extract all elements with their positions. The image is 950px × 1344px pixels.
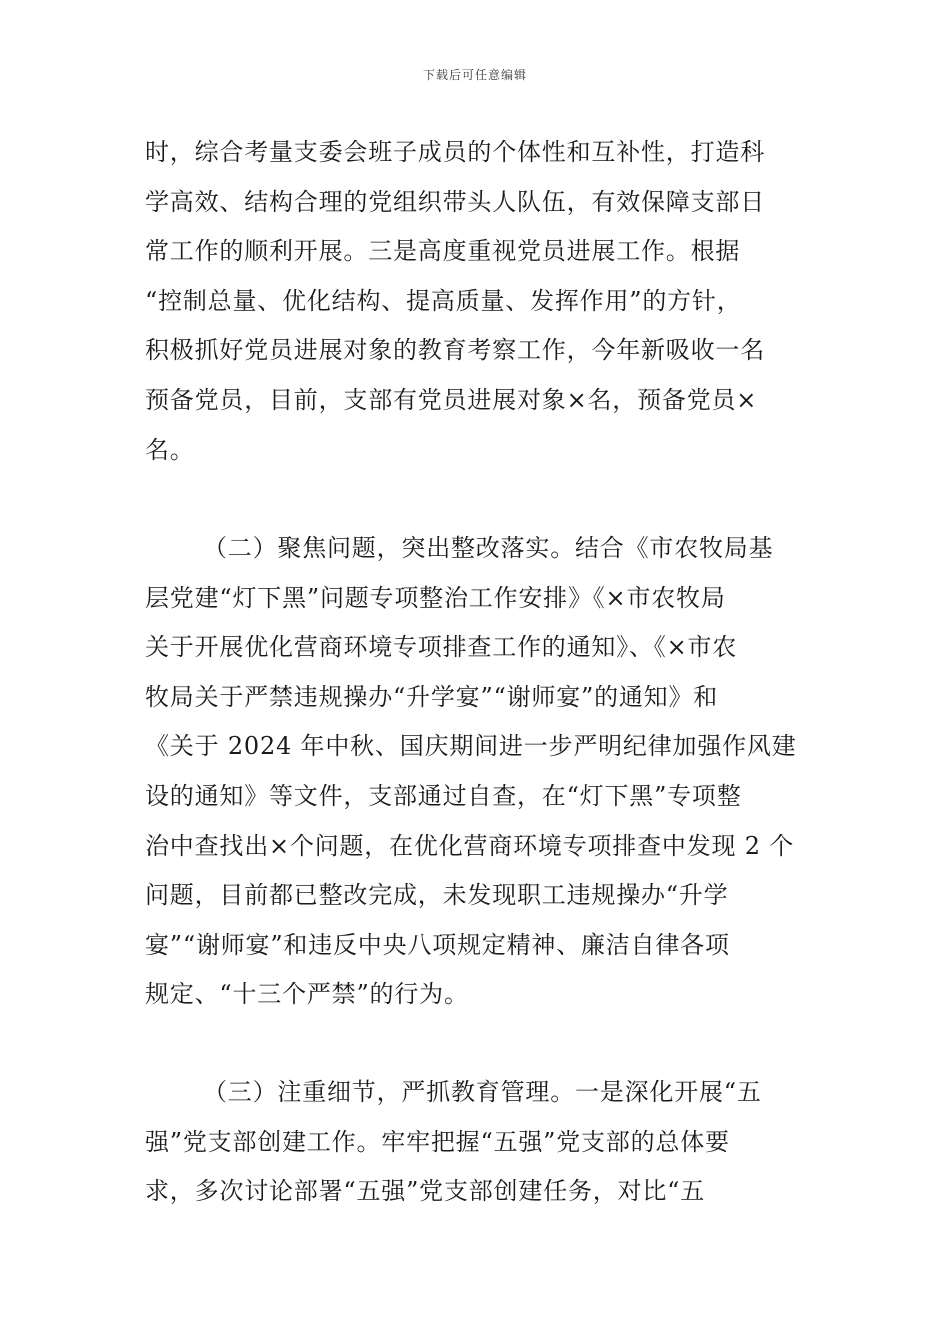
page-header-note: 下载后可任意编辑 — [422, 68, 527, 82]
text-line: “控制总量、优化结构、提高质量、发挥作用”的方针， — [145, 286, 742, 315]
text-line: 《关于 2024 年中秋、国庆期间进一步严明纪律加强作风建 — [145, 732, 797, 761]
text-line: 规定、“十三个严禁”的行为。 — [145, 980, 469, 1009]
text-line: 求，多次讨论部署“五强”党支部创建任务，对比“五 — [145, 1177, 706, 1206]
text-line: 宴”“谢师宴”和违反中央八项规定精神、廉洁自律各项 — [145, 930, 730, 959]
text-line: 强”党支部创建工作。牢牢把握“五强”党支部的总体要 — [145, 1127, 730, 1156]
paragraph-2 — [145, 524, 810, 1020]
text-line: 预备党员，目前，支部有党员进展对象×名，预备党员× — [145, 385, 758, 414]
text-line: 关于开展优化营商环境专项排查工作的通知》、《×市农 — [145, 633, 738, 662]
text-line: 问题，目前都已整改完成，未发现职工违规操办“升学 — [145, 881, 729, 910]
text-line: 积极抓好党员进展对象的教育考察工作，今年新吸收一名 — [145, 336, 765, 365]
text-line: 设的通知》等文件，支部通过自查，在“灯下黑”专项整 — [145, 781, 742, 810]
text-line: 时，综合考量支委会班子成员的个体性和互补性，打造科 — [145, 138, 765, 166]
text-line: （二）聚焦问题，突出整改落实。结合《市农牧局基 — [203, 534, 774, 562]
text-line: 治中查找出×个问题，在优化营商环境专项排查中发现 2 个 — [145, 831, 795, 860]
text-line: 牧局关于严禁违规操办“升学宴”“谢师宴”的通知》和 — [145, 682, 719, 711]
text-line: 学高效、结构合理的党组织带头人队伍，有效保障支部日 — [145, 187, 765, 216]
paragraph-3 — [145, 1068, 810, 1217]
paragraph-1 — [145, 128, 810, 475]
text-line: 名。 — [145, 435, 195, 464]
text-line: （三）注重细节，严抓教育管理。一是深化开展“五 — [203, 1078, 762, 1106]
text-line: 常工作的顺利开展。三是高度重视党员进展工作。根据 — [145, 237, 741, 266]
text-line: 层党建“灯下黑”问题专项整治工作安排》《×市农牧局 — [145, 583, 726, 612]
